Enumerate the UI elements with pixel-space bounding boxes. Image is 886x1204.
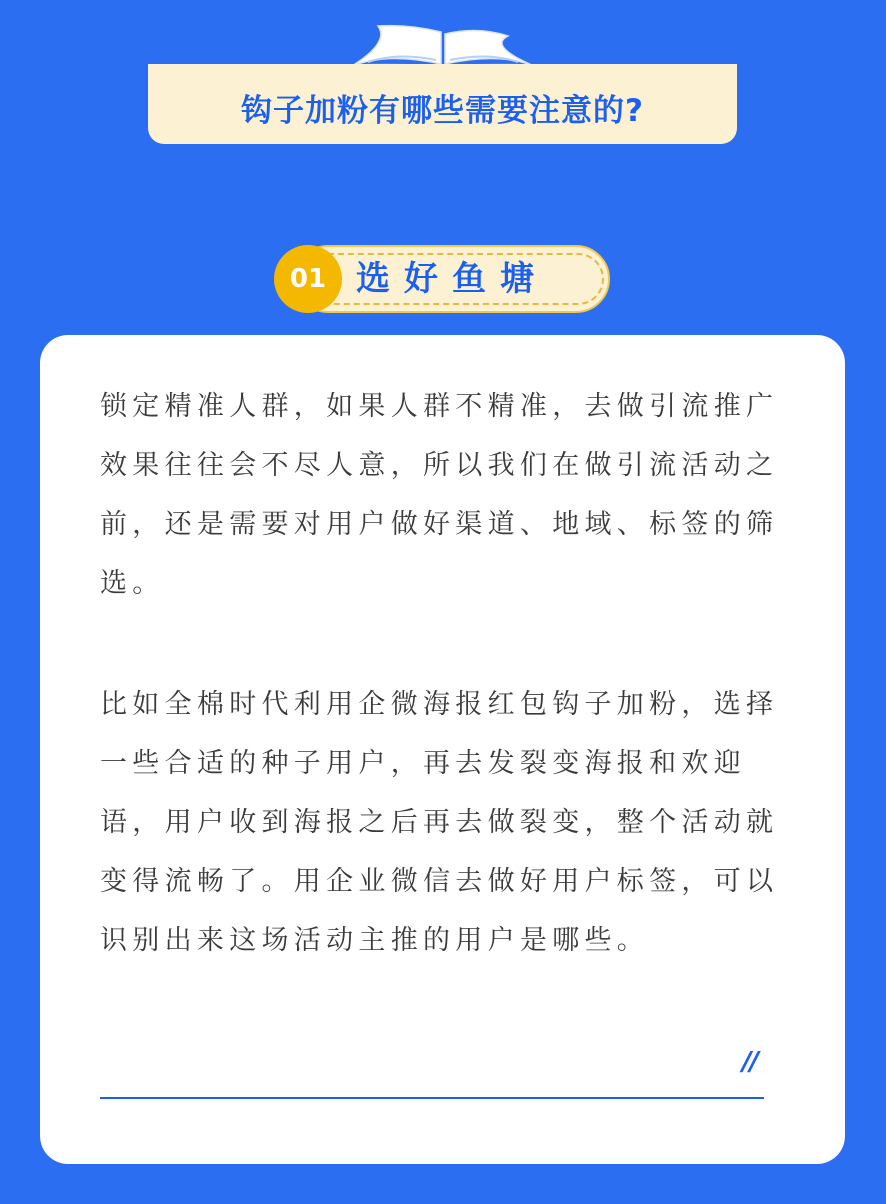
content-card	[40, 335, 845, 1164]
section-number-badge: 01	[274, 245, 342, 313]
end-slash-mark: //	[742, 1047, 757, 1077]
section-title: 选好鱼塘	[356, 259, 548, 299]
divider	[100, 1097, 764, 1099]
section-header	[274, 243, 610, 315]
paragraph: 锁定精准人群，如果人群不精准，去做引流推广效果往往会不尽人意，所以我们在做引流活动之前，还是需要对用户做好渠道、地域、标签的筛选。	[100, 391, 779, 599]
page-title: 钩子加粉有哪些需要注意的?	[241, 92, 644, 129]
title-banner	[148, 64, 737, 144]
paragraph: 比如全棉时代利用企微海报红包钩子加粉，选择一些合适的种子用户，再去发裂变海报和欢迎语，用户收到海报之后再去做裂变，整个活动就变得流畅了。用企业微信去做好用户标签，可以识别出来这场活动主推的用户是哪些。	[100, 689, 779, 956]
